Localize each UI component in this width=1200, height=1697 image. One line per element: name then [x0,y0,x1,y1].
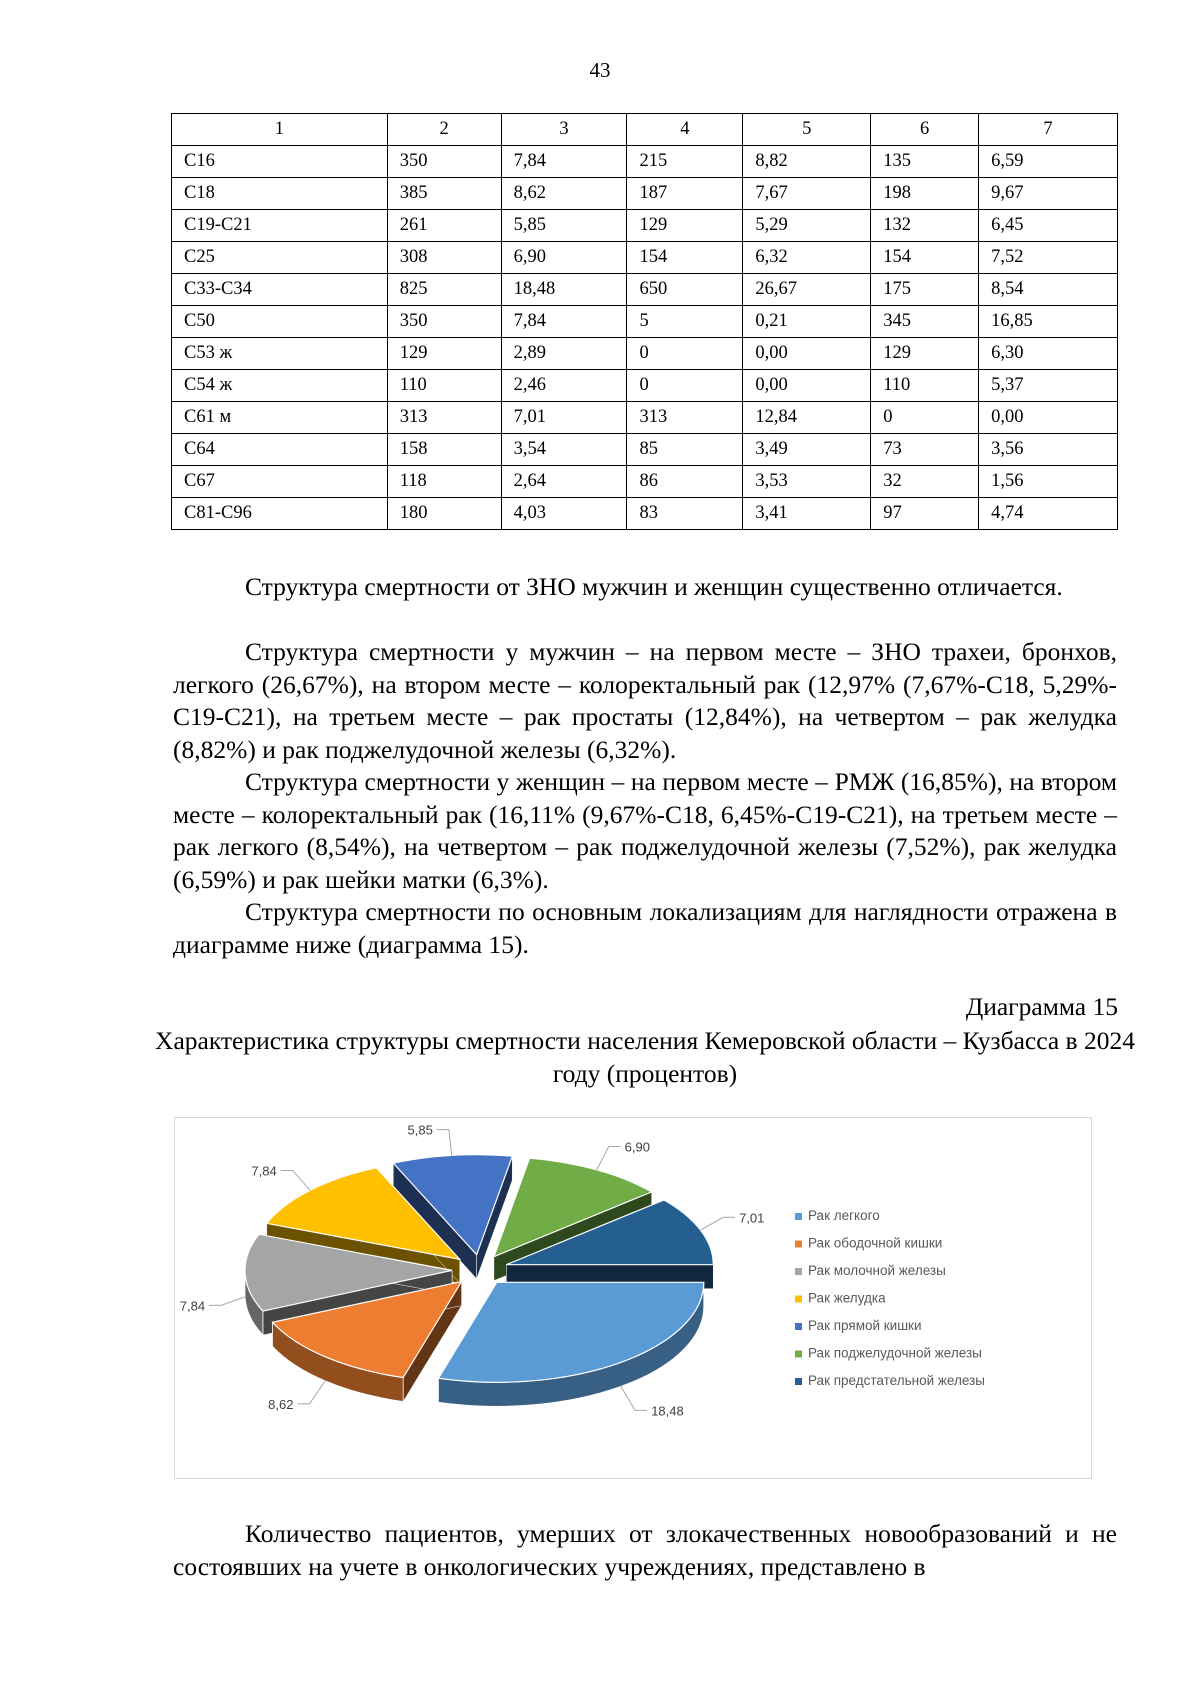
pie-chart [174,1117,1092,1479]
table-header-cell: 3 [501,114,627,146]
table-row [172,306,1118,338]
pie-label-leader [297,1381,325,1404]
table-cell: 7,52 [979,242,1118,274]
table-cell: 650 [627,274,743,306]
table-cell: 308 [387,242,501,274]
table-cell: 129 [627,210,743,242]
table-cell: 187 [627,178,743,210]
legend-swatch [795,1351,802,1358]
table-cell: 3,54 [501,434,627,466]
legend-swatch [795,1296,802,1303]
legend-item-label: Рак предстательной железы [808,1373,985,1388]
diagram-title: Характеристика структуры смертности населения Кемеровской области – Кузбасса в 2024 году (процентов) [155,1026,1135,1088]
table-cell: 0,00 [743,370,871,402]
table-header-cell: 7 [979,114,1118,146]
table-header-cell: 2 [387,114,501,146]
table-cell: 2,46 [501,370,627,402]
pie-slice-top [438,1282,703,1382]
table-row-code: C61 м [172,402,388,434]
table-cell: 4,03 [501,498,627,530]
mortality-table [171,113,1118,530]
table-cell: 158 [387,434,501,466]
table-cell: 345 [871,306,979,338]
table-cell: 8,62 [501,178,627,210]
paragraph-3: Структура смертности у женщин – на первом месте – РМЖ (16,85%), на втором месте – колоректальный рак (16,11% (9,67%-С18, 6,45%-С19-С21), на третьем месте – рак легкого (8,54%), на четвертом – рак поджелудочной железы (7,52%), рак желудка (6,59%) и рак шейки матки (6,3%). [173,767,1117,894]
table-row-code: C67 [172,466,388,498]
table-cell: 2,64 [501,466,627,498]
table-row-code: C64 [172,434,388,466]
pie-data-label: 7,01 [739,1210,765,1226]
table-cell: 0 [627,370,743,402]
table-cell: 154 [627,242,743,274]
legend-swatch [795,1241,802,1248]
table-row [172,146,1118,178]
pie-data-label: 8,62 [268,1396,294,1412]
table-row [172,338,1118,370]
table-cell: 118 [387,466,501,498]
pie-label-leader [621,1386,647,1410]
table-cell: 5,29 [743,210,871,242]
table-cell: 313 [387,402,501,434]
table-cell: 2,89 [501,338,627,370]
table-cell: 0,00 [743,338,871,370]
table-cell: 175 [871,274,979,306]
paragraph-1: Структура смертности от ЗНО мужчин и женщин существенно отличается. [245,572,1063,601]
table-cell: 313 [627,402,743,434]
legend-swatch [795,1323,802,1330]
table-cell: 0,21 [743,306,871,338]
table-cell: 0 [627,338,743,370]
table-cell: 18,48 [501,274,627,306]
table-cell: 825 [387,274,501,306]
table-cell: 12,84 [743,402,871,434]
diagram-label: Диаграмма 15 [965,992,1118,1021]
table-cell: 7,84 [501,146,627,178]
table-cell: 8,82 [743,146,871,178]
pie-label-leader [701,1217,736,1230]
pie-label-leader [597,1146,621,1169]
table-cell: 73 [871,434,979,466]
table-cell: 32 [871,466,979,498]
table-cell: 6,59 [979,146,1118,178]
table-cell: 7,01 [501,402,627,434]
table-row [172,274,1118,306]
legend-item-label: Рак ободочной кишки [808,1235,943,1251]
table-cell: 9,67 [979,178,1118,210]
pie-data-label: 6,90 [624,1139,650,1155]
table-header-cell: 1 [172,114,388,146]
table-row-code: C33-C34 [172,274,388,306]
table-cell: 132 [871,210,979,242]
pie-data-label: 18,48 [651,1403,684,1419]
table-cell: 135 [871,146,979,178]
table-cell: 6,45 [979,210,1118,242]
table-cell: 8,54 [979,274,1118,306]
table-cell: 350 [387,306,501,338]
pie-label-leader [437,1130,452,1156]
table-cell: 97 [871,498,979,530]
table-cell: 180 [387,498,501,530]
table-row [172,178,1118,210]
table-row [172,466,1118,498]
legend-item-label: Рак желудка [808,1290,886,1306]
table-header-cell: 5 [743,114,871,146]
legend-item-label: Рак поджелудочной железы [808,1345,982,1361]
pie-chart-svg [175,1118,1091,1478]
table-row-code: C18 [172,178,388,210]
legend-item-label: Рак прямой кишки [808,1318,922,1333]
table-cell: 3,41 [743,498,871,530]
table-row-code: C81-C96 [172,498,388,530]
table-cell: 261 [387,210,501,242]
table-cell: 110 [387,370,501,402]
table-row-code: C53 ж [172,338,388,370]
table-cell: 3,53 [743,466,871,498]
table-cell: 385 [387,178,501,210]
pie-data-label: 7,84 [251,1163,277,1179]
table-cell: 1,56 [979,466,1118,498]
table-row [172,434,1118,466]
table-row [172,498,1118,530]
table-row-code: C54 ж [172,370,388,402]
table-row-code: C16 [172,146,388,178]
table-row [172,210,1118,242]
pie-label-leader [209,1297,245,1306]
table-cell: 198 [871,178,979,210]
table-cell: 7,67 [743,178,871,210]
pie-label-leader [281,1170,310,1190]
table-row-code: C50 [172,306,388,338]
page-number: 43 [589,58,611,82]
legend-swatch [795,1268,802,1275]
table-row-code: C25 [172,242,388,274]
table-cell: 350 [387,146,501,178]
table-cell: 86 [627,466,743,498]
table-cell: 6,32 [743,242,871,274]
pie-data-label: 7,84 [179,1298,206,1314]
table-cell: 85 [627,434,743,466]
table-cell: 7,84 [501,306,627,338]
table-cell: 6,90 [501,242,627,274]
paragraph-2: Структура смертности у мужчин – на первом месте – ЗНО трахеи, бронхов, легкого (26,67%), на втором месте – колоректальный рак (12,97% (7,67%-С18, 5,29%-С19-С21), на третьем месте – рак простаты (12,84%), на четвертом – рак желудка (8,82%) и рак поджелудочной железы (6,32%). [173,637,1117,764]
legend-item-label: Рак молочной железы [808,1263,946,1278]
legend-swatch [795,1213,802,1220]
table-row [172,242,1118,274]
table-cell: 0 [871,402,979,434]
legend-swatch [795,1378,802,1385]
pie-slice-1 [438,1282,703,1406]
table-cell: 154 [871,242,979,274]
table-row [172,370,1118,402]
table-cell: 110 [871,370,979,402]
table-cell: 4,74 [979,498,1118,530]
legend-item-label: Рак легкого [808,1208,880,1223]
table-cell: 6,30 [979,338,1118,370]
table-header-cell: 6 [871,114,979,146]
table-cell: 5,37 [979,370,1118,402]
table-header-cell: 4 [627,114,743,146]
table-row-code: C19-C21 [172,210,388,242]
table-cell: 0,00 [979,402,1118,434]
table-cell: 129 [871,338,979,370]
table-row [172,402,1118,434]
table-cell: 5,85 [501,210,627,242]
table-cell: 129 [387,338,501,370]
table-cell: 16,85 [979,306,1118,338]
table-header-row [172,114,1118,146]
paragraph-4: Структура смертности по основным локализациям для наглядности отражена в диаграмме ниже (диаграмма 15). [173,897,1117,959]
paragraph-5: Количество пациентов, умерших от злокачественных новообразований и не состоявших на учете в онкологических учреждениях, представлено в [173,1519,1117,1581]
table-cell: 83 [627,498,743,530]
table-cell: 3,56 [979,434,1118,466]
pie-data-label: 5,85 [407,1122,433,1138]
table-cell: 5 [627,306,743,338]
table-cell: 3,49 [743,434,871,466]
table-cell: 26,67 [743,274,871,306]
table-cell: 215 [627,146,743,178]
